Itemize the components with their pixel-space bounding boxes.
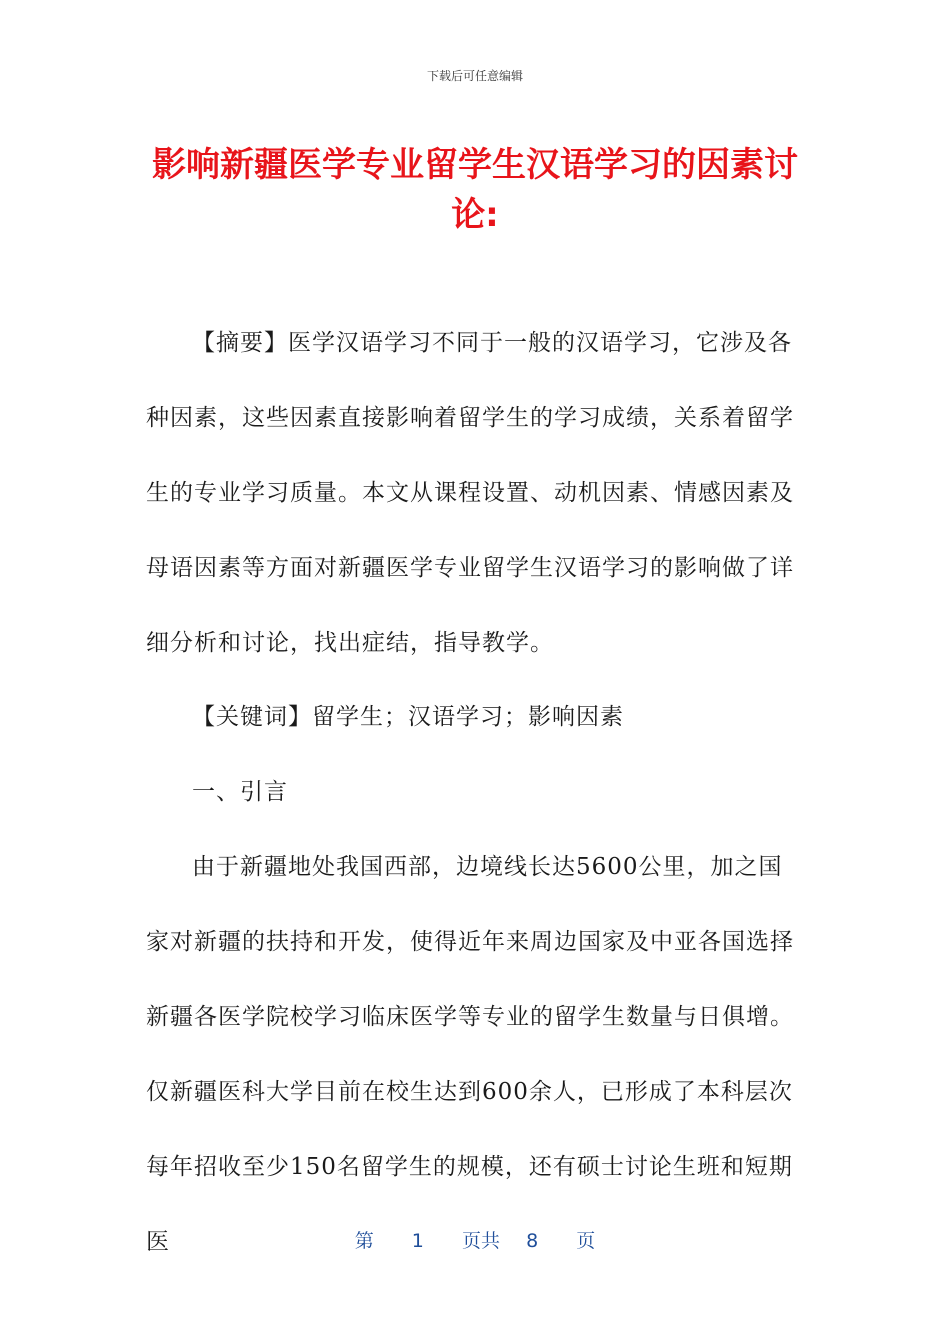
- footer-page-number: 1: [411, 1230, 424, 1252]
- keywords-paragraph: 【关键词】留学生；汉语学习；影响因素: [192, 704, 624, 730]
- footer-page-prefix: 第: [354, 1230, 374, 1252]
- header-note: 下载后可任意编辑: [426, 69, 523, 83]
- footer-page-mid: 页共: [461, 1230, 500, 1252]
- abstract-paragraph: 【摘要】医学汉语学习不同于一般的汉语学习，它涉及各种因素，这些因素直接影响着留学生的学习成绩，关系着留学生的专业学习质量。本文从课程设置、动机因素、情感因素及母语因素等方面对新疆医学专业留学生汉语学习的影响做了详细分析和讨论，找出症结，指导教学。: [146, 330, 794, 656]
- page-footer: [0, 1226, 950, 1253]
- document-title: 影响新疆医学专业留学生汉语学习的因素讨论:: [152, 145, 798, 235]
- intro-paragraph: 由于新疆地处我国西部，边境线长达5600公里，加之国家对新疆的扶持和开发，使得近年来周边国家及中亚各国选择新疆各医学院校学习临床医学等专业的留学生数量与日俱增。仅新疆医科大学目前在校生达到600余人，已形成了本科层次每年招收至少150名留学生的规模，还有硕士讨论生班和短期医: [146, 854, 794, 1255]
- section-heading: 一、引言: [192, 779, 288, 805]
- footer-page-total: 8: [526, 1230, 539, 1252]
- footer-page-suffix: 页: [576, 1230, 596, 1252]
